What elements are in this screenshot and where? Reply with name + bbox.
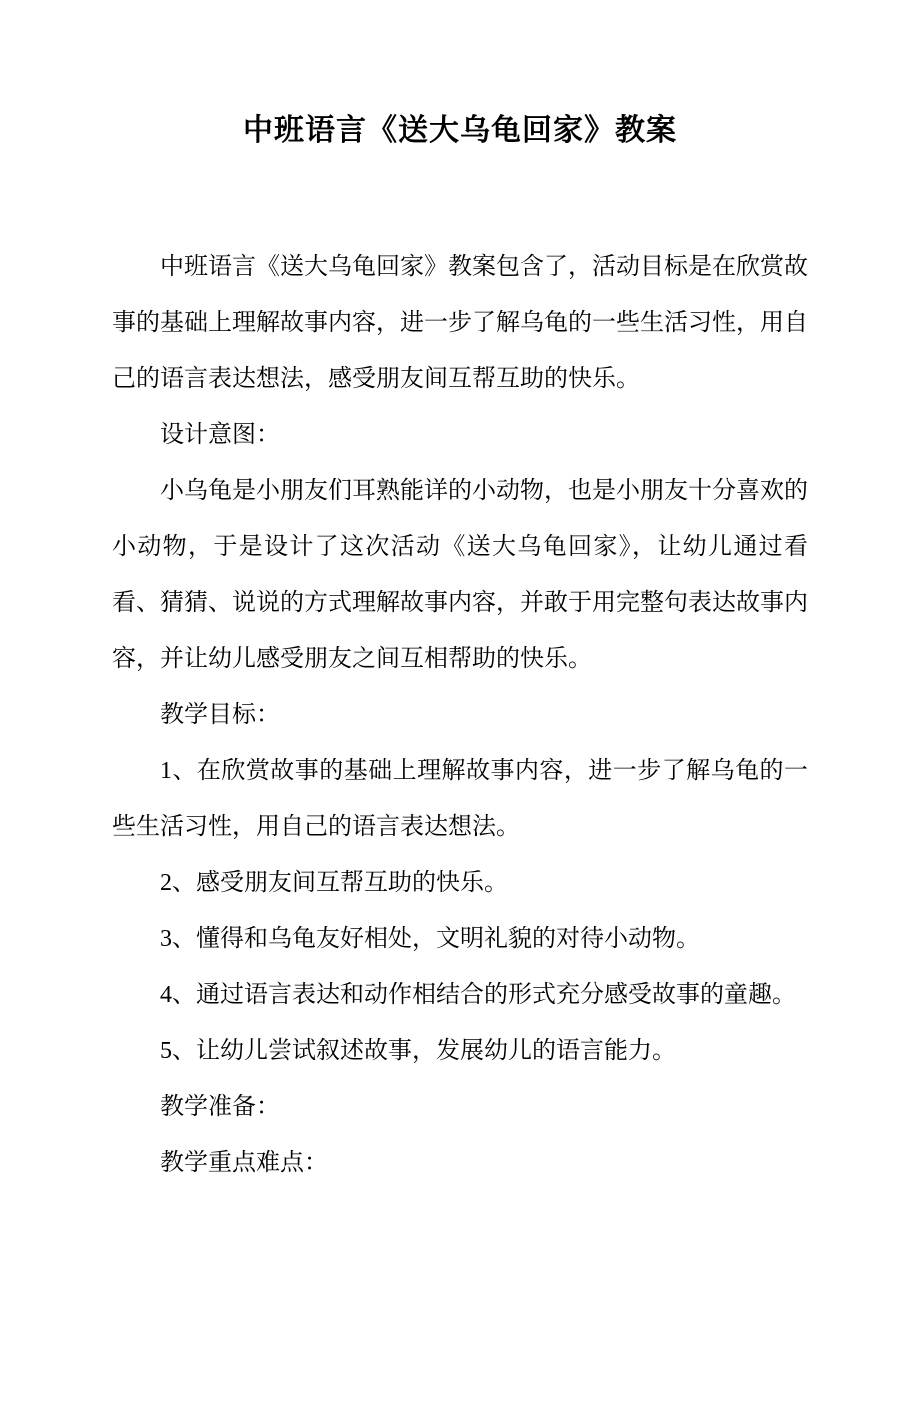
paragraph-design-intent: 小乌龟是小朋友们耳熟能详的小动物，也是小朋友十分喜欢的小动物，于是设计了这次活动《送大乌龟回家》，让幼儿通过看看、猜猜、说说的方式理解故事内容，并敢于用完整句表达故事内容，并让幼儿感受朋友之间互相帮助的快乐。 [112,478,808,672]
document-title: 中班语言《送大乌龟回家》教案 [243,114,677,147]
objective-item-5: 5、让幼儿尝试叙述故事，发展幼儿的语言能力。 [160,1038,676,1064]
objective-item-4: 4、通过语言表达和动作相结合的形式充分感受故事的童趣。 [160,982,796,1008]
objective-item-3: 3、懂得和乌龟友好相处，文明礼貌的对待小动物。 [160,926,700,952]
paragraph-overview: 中班语言《送大乌龟回家》教案包含了，活动目标是在欣赏故事的基础上理解故事内容，进一步了解乌龟的一些生活习性，用自己的语言表达想法，感受朋友间互帮互助的快乐。 [112,254,808,392]
heading-teaching-key-difficulties: 教学重点难点： [160,1150,328,1176]
heading-teaching-objectives: 教学目标： [160,702,280,728]
heading-teaching-preparation: 教学准备： [160,1094,280,1120]
document-body [112,239,808,1191]
document-page [0,110,920,1412]
objective-item-1: 1、在欣赏故事的基础上理解故事内容，进一步了解乌龟的一些生活习性，用自己的语言表达想法。 [112,758,808,840]
objective-item-2: 2、感受朋友间互帮互助的快乐。 [160,870,508,896]
heading-design-intent: 设计意图： [160,422,280,448]
